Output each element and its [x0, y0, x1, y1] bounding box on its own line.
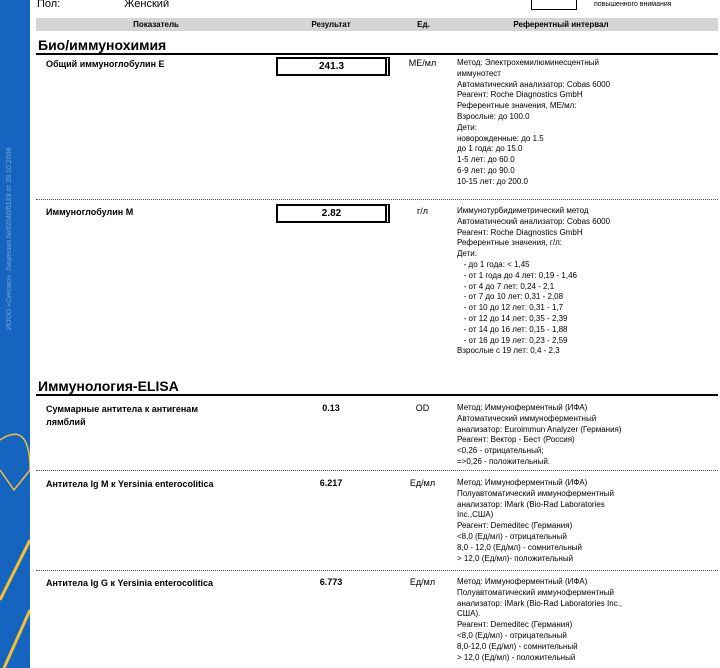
test-result: 2.82: [276, 204, 390, 223]
reference-interval: Метод: Иммуноферментный (ИФА) Полуавтоматический иммуноферментный анализатор: IMark (Bio-Rad Laboratories Inc., США). Реагент: Demeditec (Германия) <8,0 (Ед/мл) - отрицательный 8,0-12,0 (Ед/мл) - сомнительный > 12,0 (Ед/мл) - положительный: [457, 577, 623, 662]
test-result: 6.217: [319, 478, 343, 488]
header-indicator: Показатель: [133, 20, 179, 29]
test-result: 241.3: [276, 57, 390, 76]
test-name: Суммарные антитела к антигенам лямблий: [46, 404, 198, 427]
reference-interval: Метод: Электрохемилюминесцентный иммунотест Автоматический анализатор: Cobas 6000 Реагент: Roche Diagnostics GmbH Референтные значения, МЕ/мл: Взрослые: до 100.0 Дети: новорожденные: до 1.5 до 1 года: до 15.0 1-5 лет: до 60.0 6-9 лет: до 90.0 10-15 лет: до 200.0: [457, 58, 611, 186]
table-header: [36, 18, 718, 31]
header-result: Результат: [311, 20, 351, 29]
test-name: Антитела Ig M к Yersinia enterocolitica: [46, 479, 214, 489]
test-unit: Ед/мл: [409, 478, 436, 488]
test-name: Иммуноглобулин M: [46, 207, 134, 217]
patient-sex: [37, 0, 169, 10]
header-unit: Ед.: [417, 20, 430, 29]
sidebar-decoration: [0, 0, 30, 668]
header-reference: Референтный интервал: [513, 20, 609, 29]
license-text: ИООО «Синэво». Лицензия №02040/6133 от 28.10.2008: [6, 147, 13, 330]
test-unit: г/л: [416, 206, 429, 216]
reference-interval: Иммунотурбидиметрический метод Автоматический анализатор: Cobas 6000 Реагент: Roche Diagnostics GmbH Референтные значения, г/л: Дети: - до 1 года: < 1,45 - от 1 года до 4 лет: 0,19 - 1,46 - от 4 до 7 лет: 0,24 - 2,1 - от 7 до 10 лет: 0,31 - 2,08 - от 10 до 12 лет: 0,31 - 1,7 - от 12 до 14 лет: 0,35 - 2,39 - от 14 до 16 лет: 0,15 - 1,88 - от 16 до 19 лет: 0,23 - 2,59 Взрослые с 19 лет: 0,4 - 2,3: [457, 206, 611, 356]
test-result: 0.13: [322, 403, 340, 413]
section-divider: [36, 394, 718, 396]
sex-value: Женский: [124, 0, 170, 10]
sex-label: Пол:: [37, 0, 61, 10]
reference-interval: Метод: Иммуноферментный (ИФА) Полуавтоматический иммуноферментный анализатор: IMark (Bio-Rad Laboratories Inc.,США) Реагент: Demeditec (Германия) <8,0 (Ед/мл) - отрицательный 8,0 - 12,0 (Ед/мл) - сомнительный > 12,0 (Ед/мл)- положительный: [457, 478, 614, 563]
row-divider: [36, 199, 718, 200]
row-divider: [36, 470, 718, 471]
left-sidebar-band: [0, 0, 30, 668]
section-divider: [36, 53, 718, 55]
test-unit: МЕ/мл: [408, 58, 437, 68]
legend-text: повышенного внимания: [594, 1, 672, 8]
reference-interval: Метод: Иммуноферментный (ИФА) Автоматический иммуноферментный анализатор: Euroimmun Analyzer (Германия) Реагент: Вектор - Бест (Россия) <0,26 - отрицательный; =>0,26 - положительный.: [457, 403, 622, 466]
row-divider: [36, 570, 718, 571]
test-name: Антитела Ig G к Yersinia enterocolitica: [46, 578, 214, 588]
section-title: Иммунология-ELISA: [38, 378, 179, 394]
test-name: Общий иммуноглобулин E: [46, 59, 165, 69]
legend-box: [531, 0, 577, 10]
section-title: Био/иммунохимия: [38, 37, 167, 53]
test-result: 6.773: [319, 577, 343, 587]
test-unit: OD: [415, 403, 430, 413]
test-unit: Ед/мл: [409, 577, 436, 587]
